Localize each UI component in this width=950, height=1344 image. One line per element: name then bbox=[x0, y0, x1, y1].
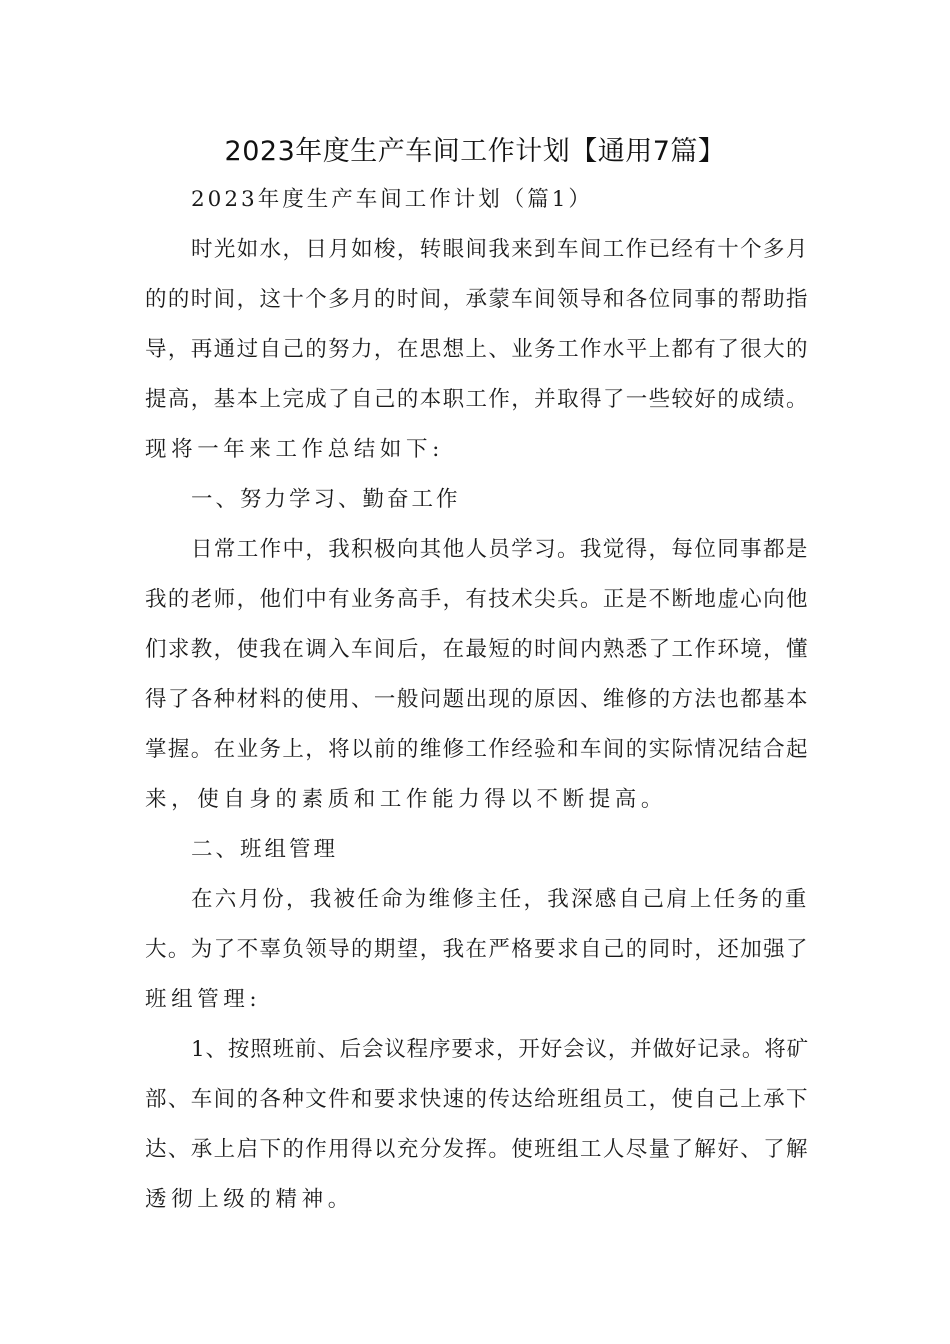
paragraph-line: 部、车间的各种文件和要求快速的传达给班组员工，使自己上承下 bbox=[145, 1087, 809, 1112]
section-heading: 2023年度生产车间工作计划（篇1） bbox=[191, 187, 593, 212]
paragraph-line: 来，使自身的素质和工作能力得以不断提高。 bbox=[145, 787, 668, 812]
paragraph-line: 提高，基本上完成了自己的本职工作，并取得了一些较好的成绩。 bbox=[145, 387, 809, 412]
paragraph-line: 1、按照班前、后会议程序要求，开好会议，并做好记录。将矿 bbox=[191, 1037, 809, 1062]
section-heading: 二、班组管理 bbox=[191, 837, 339, 862]
paragraph-line: 大。为了不辜负领导的期望，我在严格要求自己的同时，还加强了 bbox=[145, 937, 809, 962]
paragraph-line: 透彻上级的精神。 bbox=[145, 1187, 354, 1212]
paragraph-line: 日常工作中，我积极向其他人员学习。我觉得，每位同事都是 bbox=[191, 537, 809, 562]
paragraph-line: 的的时间，这十个多月的时间，承蒙车间领导和各位同事的帮助指 bbox=[145, 287, 809, 312]
paragraph-line: 掌握。在业务上，将以前的维修工作经验和车间的实际情况结合起 bbox=[145, 737, 809, 762]
paragraph-line: 达、承上启下的作用得以充分发挥。使班组工人尽量了解好、了解 bbox=[145, 1137, 809, 1162]
paragraph-line: 班组管理: bbox=[145, 987, 262, 1012]
paragraph-line: 们求教，使我在调入车间后，在最短的时间内熟悉了工作环境，懂 bbox=[145, 637, 809, 662]
paragraph-line: 在六月份，我被任命为维修主任，我深感自己肩上任务的重 bbox=[191, 887, 809, 912]
paragraph-line: 时光如水，日月如梭，转眼间我来到车间工作已经有十个多月 bbox=[191, 237, 809, 262]
paragraph-line: 导，再通过自己的努力，在思想上、业务工作水平上都有了很大的 bbox=[145, 337, 809, 362]
paragraph-line: 得了各种材料的使用、一般问题出现的原因、维修的方法也都基本 bbox=[145, 687, 809, 712]
paragraph-line: 我的老师，他们中有业务高手，有技术尖兵。正是不断地虚心向他 bbox=[145, 587, 809, 612]
paragraph-line: 现将一年来工作总结如下: bbox=[145, 437, 444, 462]
section-heading: 一、努力学习、勤奋工作 bbox=[191, 487, 461, 512]
document-title: 2023年度生产车间工作计划【通用7篇】 bbox=[224, 136, 726, 167]
